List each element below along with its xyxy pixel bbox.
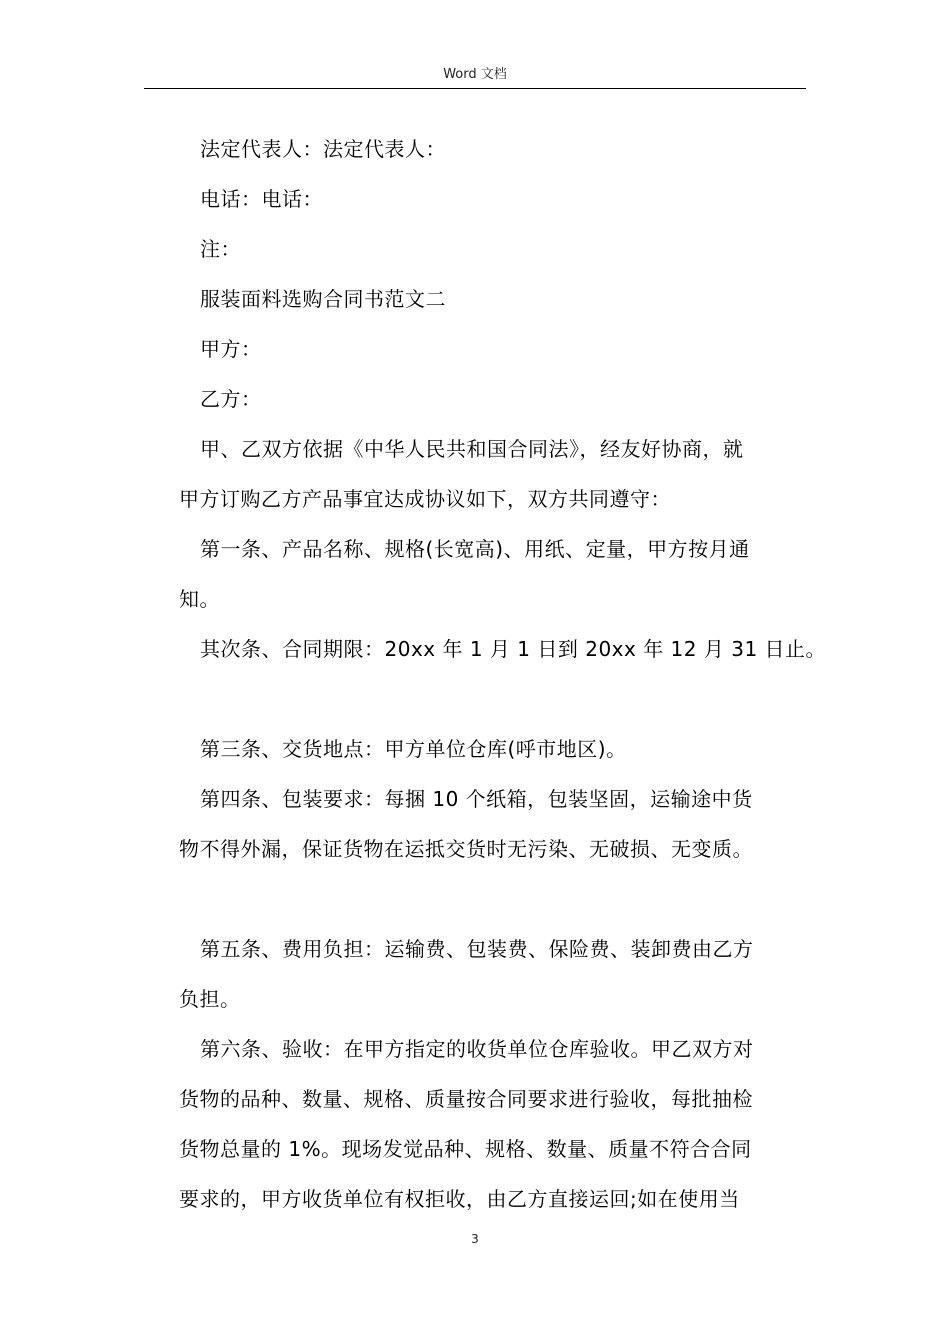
page-header: Word 文档 xyxy=(443,67,507,82)
section-title: 服装面料选购合同书范文二 xyxy=(200,287,446,311)
text-line-continuation: 货物总量的 1%。现场发觉品种、规格、数量、质量不符合合同 xyxy=(179,1137,752,1161)
text-line-continuation: 要求的，甲方收货单位有权拒收，由乙方直接运回;如在使用当 xyxy=(179,1187,740,1211)
text-line-continuation: 负担。 xyxy=(179,987,241,1011)
document-body xyxy=(179,124,827,1224)
text-line: 第一条、产品名称、规格(长宽高)、用纸、定量，甲方按月通 xyxy=(200,537,750,561)
text-line: 电话：电话： xyxy=(200,187,323,211)
text-line-continuation: 甲方订购乙方产品事宜达成协议如下，双方共同遵守： xyxy=(179,487,671,511)
text-line: 法定代表人：法定代表人： xyxy=(200,137,446,161)
text-line-continuation: 货物的品种、数量、规格、质量按合同要求进行验收，每批抽检 xyxy=(179,1087,753,1111)
text-line: 第五条、费用负担：运输费、包装费、保险费、装卸费由乙方 xyxy=(200,937,754,961)
paragraph-gap xyxy=(179,674,809,724)
text-line: 甲、乙双方依据《中华人民共和国合同法》，经友好协商，就 xyxy=(200,437,744,461)
text-line: 第六条、验收：在甲方指定的收货单位仓库验收。甲乙双方对 xyxy=(200,1037,754,1061)
text-line: 注： xyxy=(200,237,241,261)
text-line: 第三条、交货地点：甲方单位仓库(呼市地区)。 xyxy=(200,737,627,761)
text-line: 乙方： xyxy=(200,387,262,411)
paragraph-gap xyxy=(179,874,809,924)
text-line: 第四条、包装要求：每捆 10 个纸箱，包装坚固，运输途中货 xyxy=(200,787,753,811)
text-line: 其次条、合同期限：20xx 年 1 月 1 日到 20xx 年 12 月 31 日止。 xyxy=(200,637,827,661)
text-line: 甲方： xyxy=(200,337,262,361)
text-line-continuation: 物不得外漏，保证货物在运抵交货时无污染、无破损、无变质。 xyxy=(179,837,753,861)
text-line-continuation: 知。 xyxy=(179,587,220,611)
page-number: 3 xyxy=(471,1232,479,1246)
header-rule xyxy=(144,88,806,89)
